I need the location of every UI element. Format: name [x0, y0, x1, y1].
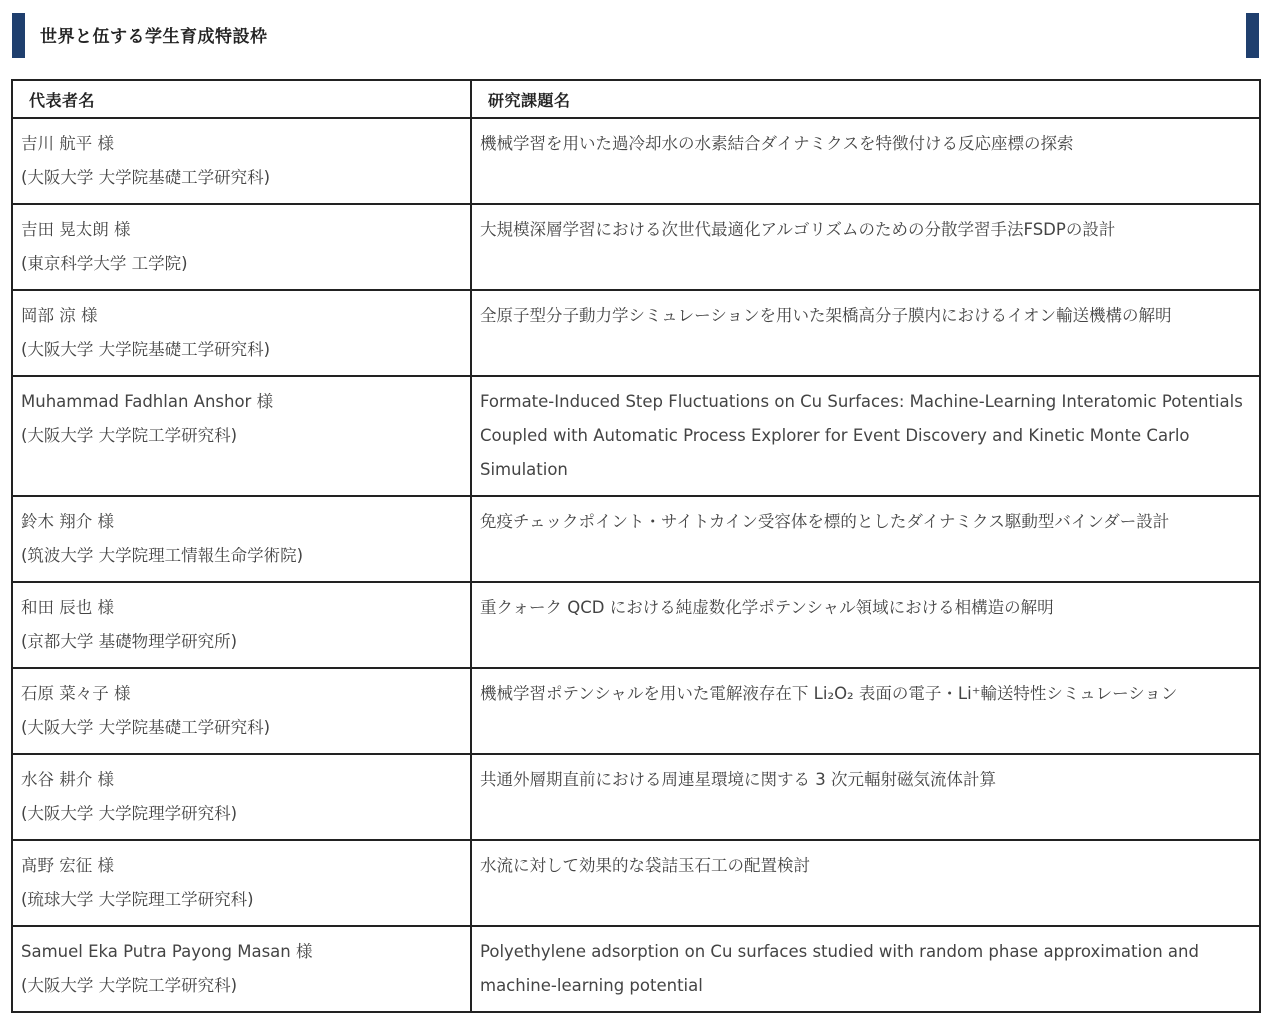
representative-affiliation: (京都大学 基礎物理学研究所)	[21, 632, 238, 651]
representative-name: 吉田 晃太朗 様	[21, 220, 131, 239]
table-row	[12, 582, 1260, 668]
table-row	[12, 118, 1260, 204]
representative-cell	[12, 926, 471, 1012]
representative-cell	[12, 754, 471, 840]
column-header-representative: 代表者名	[12, 80, 471, 118]
representative-name: 和田 辰也 様	[21, 598, 114, 617]
table-row	[12, 754, 1260, 840]
project-title: 重クォーク QCD における純虚数化学ポテンシャル領域における相構造の解明	[480, 598, 1054, 617]
representative-name: 鈴木 翔介 様	[21, 512, 114, 531]
project-title: 全原子型分子動力学シミュレーションを用いた架橋高分子膜内におけるイオン輸送機構の解明	[480, 306, 1172, 325]
representative-affiliation: (筑波大学 大学院理工情報生命学術院)	[21, 546, 304, 565]
project-title: 免疫チェックポイント・サイトカイン受容体を標的としたダイナミクス駆動型バインダー設計	[480, 512, 1170, 531]
representative-cell	[12, 204, 471, 290]
representative-name: 髙野 宏征 様	[21, 856, 114, 875]
table-row	[12, 668, 1260, 754]
representative-name: Samuel Eka Putra Payong Masan 様	[21, 942, 313, 961]
representative-affiliation: (東京科学大学 工学院)	[21, 254, 188, 273]
representative-cell	[12, 496, 471, 582]
project-title: Polyethylene adsorption on Cu surfaces studied with random phase approximation and machine-learning potential	[480, 942, 1199, 995]
representative-cell	[12, 840, 471, 926]
project-title-cell	[471, 376, 1260, 496]
representative-cell	[12, 118, 471, 204]
representative-name: 水谷 耕介 様	[21, 770, 114, 789]
project-title: 機械学習を用いた過冷却水の水素結合ダイナミクスを特徴付ける反応座標の探索	[480, 134, 1074, 153]
project-title-cell	[471, 290, 1260, 376]
table-row	[12, 840, 1260, 926]
project-title-cell	[471, 754, 1260, 840]
representative-affiliation: (琉球大学 大学院理工学研究科)	[21, 890, 254, 909]
project-title: 水流に対して効果的な袋詰玉石工の配置検討	[480, 856, 810, 875]
representative-cell	[12, 376, 471, 496]
representative-affiliation: (大阪大学 大学院理学研究科)	[21, 804, 238, 823]
representative-affiliation: (大阪大学 大学院基礎工学研究科)	[21, 168, 271, 187]
table-row	[12, 204, 1260, 290]
representative-affiliation: (大阪大学 大学院工学研究科)	[21, 426, 238, 445]
header-accent-bar-right	[1246, 13, 1259, 58]
column-header-project-title: 研究課題名	[471, 80, 1260, 118]
representative-name: 石原 菜々子 様	[21, 684, 131, 703]
project-title-cell	[471, 926, 1260, 1012]
representative-cell	[12, 582, 471, 668]
table-header-row	[12, 80, 1260, 118]
representative-name: 岡部 涼 様	[21, 306, 98, 325]
section-title: 世界と伍する学生育成特設枠	[40, 27, 268, 47]
representative-name: Muhammad Fadhlan Anshor 様	[21, 392, 274, 411]
project-title-cell	[471, 118, 1260, 204]
project-title: Formate-Induced Step Fluctuations on Cu Surfaces: Machine-Learning Interatomic Potentials Coupled with Automatic Process Explorer for Event Discovery and Kinetic Monte Carlo Simulation	[480, 392, 1243, 479]
header-accent-bar-left	[12, 13, 25, 58]
project-title-cell	[471, 668, 1260, 754]
representative-cell	[12, 290, 471, 376]
project-title: 大規模深層学習における次世代最適化アルゴリズムのための分散学習手法FSDPの設計	[480, 220, 1116, 239]
table-row	[12, 496, 1260, 582]
project-title: 機械学習ポテンシャルを用いた電解液存在下 Li₂O₂ 表面の電子・Li⁺輸送特性シミュレーション	[480, 684, 1178, 703]
representative-affiliation: (大阪大学 大学院工学研究科)	[21, 976, 238, 995]
representative-name: 吉川 航平 様	[21, 134, 114, 153]
grant-table	[11, 79, 1261, 1013]
table-row	[12, 376, 1260, 496]
project-title-cell	[471, 582, 1260, 668]
representative-affiliation: (大阪大学 大学院基礎工学研究科)	[21, 718, 271, 737]
representative-affiliation: (大阪大学 大学院基礎工学研究科)	[21, 340, 271, 359]
project-title-cell	[471, 204, 1260, 290]
section-header	[0, 0, 1280, 70]
project-title: 共通外層期直前における周連星環境に関する 3 次元輻射磁気流体計算	[480, 770, 996, 789]
table-row	[12, 926, 1260, 1012]
table-row	[12, 290, 1260, 376]
representative-cell	[12, 668, 471, 754]
project-title-cell	[471, 496, 1260, 582]
project-title-cell	[471, 840, 1260, 926]
